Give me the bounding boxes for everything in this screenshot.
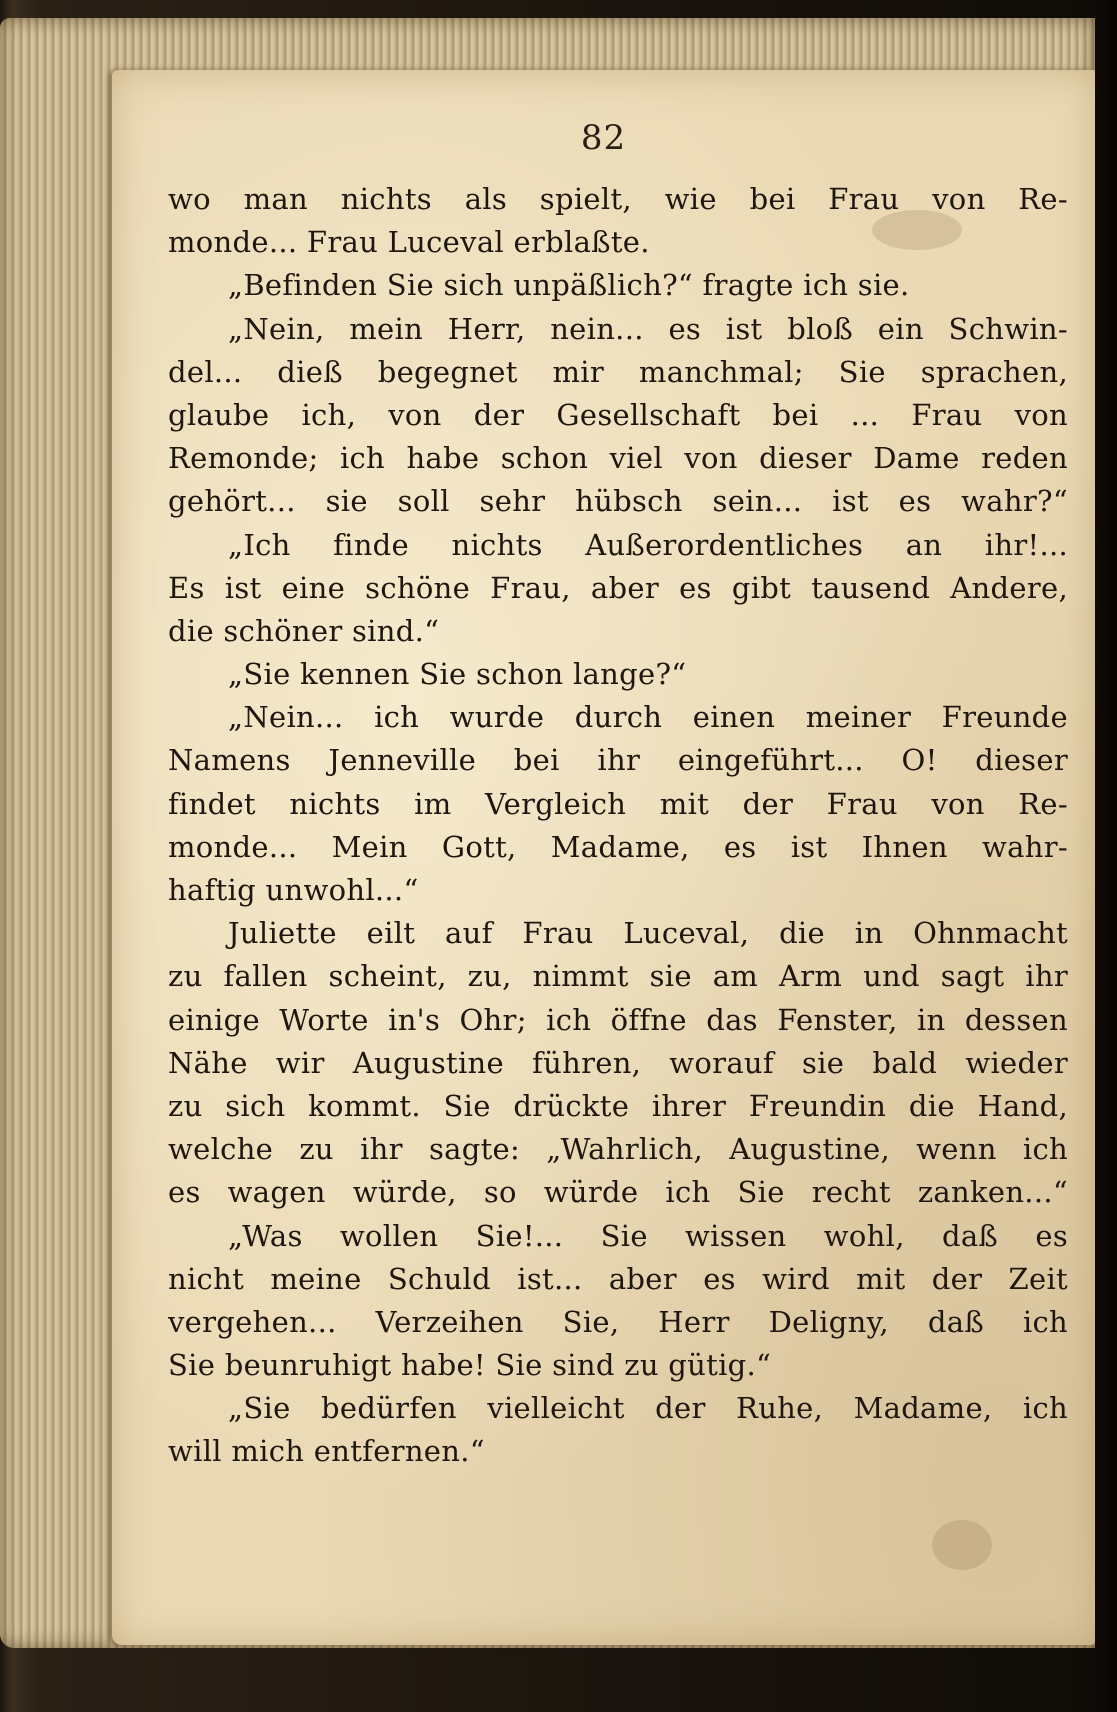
text-line: Es ist eine schöne Frau, aber es gibt tausend Andere, <box>168 570 1068 605</box>
text-line: zu fallen scheint, zu, nimmt sie am Arm und sagt ihr <box>168 959 1068 994</box>
text-line: monde... Frau Luceval erblaßte. <box>168 225 650 260</box>
text-line: gehört... sie soll sehr hübsch sein... ist es wahr?“ <box>168 484 1068 519</box>
text-line: monde... Mein Gott, Madame, es ist Ihnen wahr- <box>168 829 1068 864</box>
text-line: welche zu ihr sagte: „Wahrlich, Augustine, wenn ich <box>168 1132 1068 1167</box>
text-line: will mich entfernen.“ <box>168 1434 485 1469</box>
text-line: Nähe wir Augustine führen, worauf sie bald wieder <box>168 1045 1068 1080</box>
text-line: „Was wollen Sie!... Sie wissen wohl, daß es <box>228 1218 1068 1253</box>
text-line: glaube ich, von der Gesellschaft bei ... Frau von <box>168 397 1068 432</box>
text-line: „Sie bedürfen vielleicht der Ruhe, Madame, ich <box>228 1391 1068 1426</box>
text-line: „Befinden Sie sich unpäßlich?“ fragte ich sie. <box>228 268 910 303</box>
text-line: haftig unwohl...“ <box>168 873 419 907</box>
text-line: es wagen würde, so würde ich Sie recht zanken...“ <box>168 1175 1068 1210</box>
text-line: zu sich kommt. Sie drückte ihrer Freundin die Hand, <box>168 1088 1068 1123</box>
text-line: die schöner sind.“ <box>168 613 440 648</box>
paper-stain <box>932 1520 992 1570</box>
text-line: wo man nichts als spielt, wie bei Frau von Re- <box>168 182 1068 216</box>
text-line: Juliette eilt auf Frau Luceval, die in Ohnmacht <box>228 916 1068 951</box>
text-line: „Sie kennen Sie schon lange?“ <box>228 657 687 692</box>
text-line: „Ich finde nichts Außerordentliches an ihr!... <box>228 527 1068 562</box>
body-text <box>168 178 1068 1474</box>
text-line: findet nichts im Vergleich mit der Frau von Re- <box>168 786 1068 821</box>
text-line: Remonde; ich habe schon viel von dieser Dame reden <box>168 441 1068 476</box>
text-line: vergehen... Verzeihen Sie, Herr Deligny, daß ich <box>168 1304 1068 1339</box>
page-number: 82 <box>580 118 627 158</box>
text-line: einige Worte in's Ohr; ich öffne das Fenster, in dessen <box>168 1002 1068 1037</box>
text-line: Namens Jenneville bei ihr eingeführt... O! dieser <box>168 743 1068 778</box>
text-line: Sie beunruhigt habe! Sie sind zu gütig.“ <box>168 1348 772 1383</box>
text-line: del... dieß begegnet mir manchmal; Sie sprachen, <box>168 354 1068 389</box>
text-line: „Nein, mein Herr, nein... es ist bloß ein Schwin- <box>228 311 1068 346</box>
text-line: nicht meine Schuld ist... aber es wird mit der Zeit <box>168 1261 1068 1296</box>
text-line: „Nein... ich wurde durch einen meiner Freunde <box>228 700 1068 735</box>
